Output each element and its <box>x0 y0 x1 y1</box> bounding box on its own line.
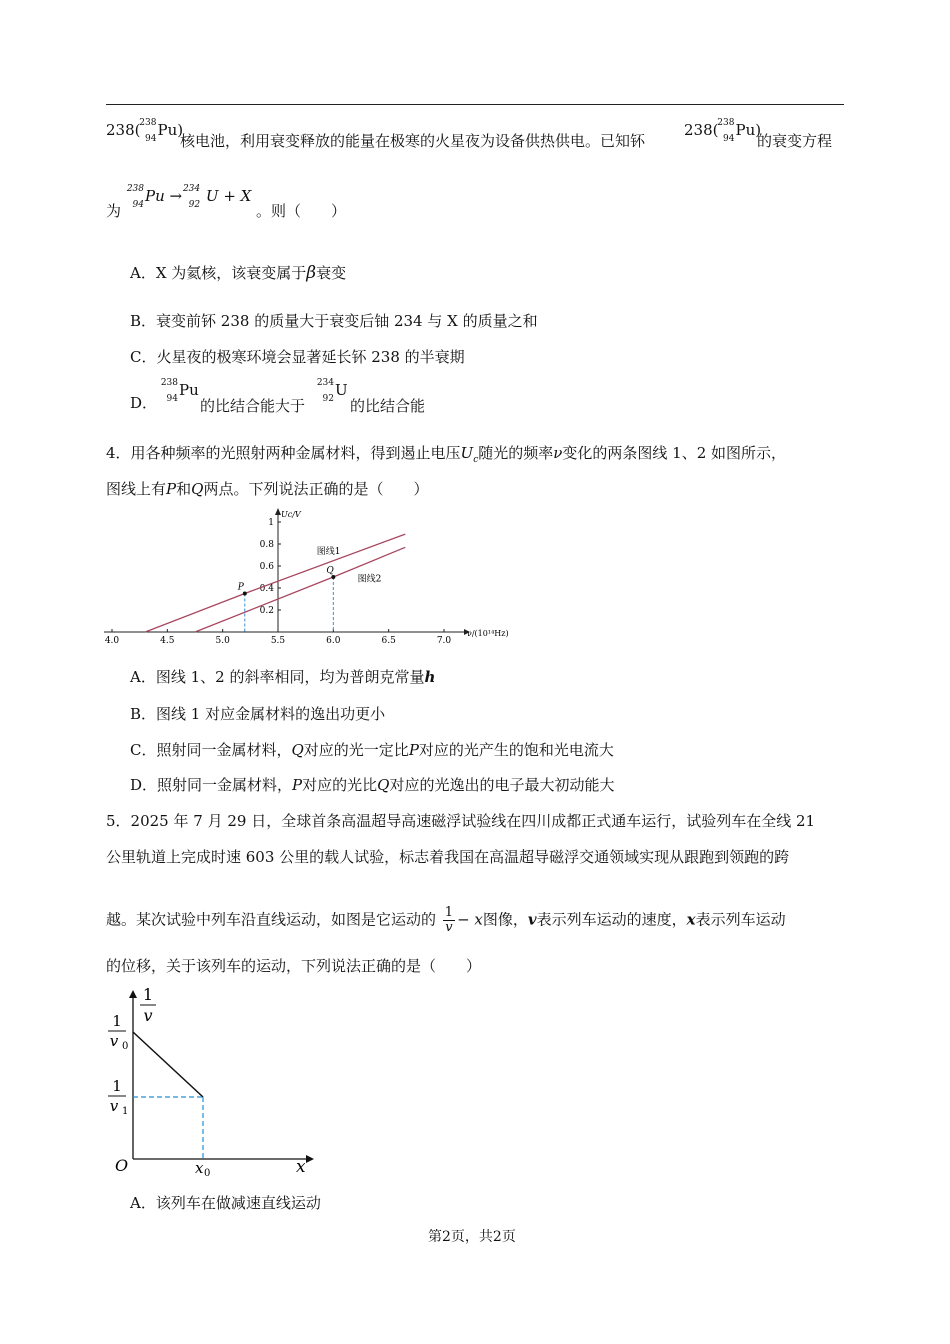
q4-option-b: B．图线 1 对应金属材料的逸出功更小 <box>130 705 386 723</box>
y-mark-sub-1: 1 <box>122 1106 129 1117</box>
page-footer: 第2页，共2页 <box>428 1229 516 1245</box>
y-mark-den-1: v <box>109 1097 119 1115</box>
q3-option-d-iso2: 234 92 U <box>316 378 348 404</box>
x-tick-label: 6.5 <box>381 636 396 645</box>
x-tick-label: 5.5 <box>270 636 286 645</box>
q3-line1-iso: 238( 238 94 Pu) <box>684 118 762 144</box>
x-tick-label: 5.0 <box>215 636 230 645</box>
q5-stem-line1: 5．2025 年 7 月 29 日，全球首条高温超导高速磁浮试验线在四川成都正式通车运行，试验列车在全线 21 <box>106 812 816 830</box>
q3-equation: 238 94 Pu → 234 92 U + X <box>126 184 252 210</box>
q3-option-d-iso1: 238 94 Pu <box>160 378 199 404</box>
q3-option-d-mid: 的比结合能大于 <box>200 397 306 415</box>
y-tick-label: 1 <box>268 518 274 528</box>
y-tick-label: 0.4 <box>259 584 274 594</box>
q3-eq-prefix: 为 <box>106 202 122 220</box>
x-mark-label: x <box>195 1159 204 1177</box>
y-tick-label: 0.8 <box>259 540 274 550</box>
q3-line1-text: 核电池，利用衰变释放的能量在极寒的火星夜为设备供热供电。已知钚 <box>180 132 646 150</box>
y-axis-label: Uc/V <box>281 510 301 519</box>
q4-stem-line1: 4．用各种频率的光照射两种金属材料，得到遏止电压$U_c$随光的频率ν变化的两条图线 1、2 如图所示， <box>106 444 787 465</box>
q5-stem-line3: 越。某次试验中列车沿直线运动，如图是它运动的 $\frac{1}{v}$ − x图像，v表示列车运动的速度，x表示列车运动 <box>106 905 786 935</box>
series-label-1: 图线1 <box>316 546 341 557</box>
q3-option-d-label: D． <box>130 394 158 412</box>
q3-option-d-tail: 的比结合能 <box>350 397 426 415</box>
q5-stem-line4: 的位移，关于该列车的运动，下列说法正确的是（ ） <box>106 957 482 975</box>
q3-line1-tail: 的衰变方程 <box>757 132 833 150</box>
x-axis-label: x <box>296 1157 306 1177</box>
y-label-den: v <box>143 1006 153 1025</box>
q3-pu-z: 94 <box>145 134 157 144</box>
q3-line1 <box>106 118 183 144</box>
y-axis-arrow <box>129 990 137 998</box>
y-mark-num-1: 1 <box>112 1077 122 1095</box>
x-tick-label: 4.0 <box>104 636 120 645</box>
series-line-2 <box>195 547 405 632</box>
graph-line <box>133 1032 203 1097</box>
q5-stem-line2: 公里轨道上完成时速 603 公里的载人试验，标志着我国在高温超导磁浮交通领域实现从跟跑到领跑的跨 <box>106 848 790 866</box>
point-label-Q: Q <box>326 566 334 576</box>
y-mark-den-0: v <box>109 1032 119 1050</box>
q3-option-c: C．火星夜的极寒环境会显著延长钚 238 的半衰期 <box>130 348 465 366</box>
y-label-num: 1 <box>142 985 154 1004</box>
x-tick-label: 6.0 <box>326 636 341 645</box>
series-label-2: 图线2 <box>357 574 382 585</box>
point-label-P: P <box>237 582 244 593</box>
header-rule <box>106 104 844 105</box>
x-axis-label: ν/(10¹⁴Hz) <box>467 629 509 638</box>
q3-pu-mass: 238 <box>139 118 157 128</box>
origin-label: O <box>115 1156 129 1175</box>
q4-option-a: A．图线 1、2 的斜率相同，均为普朗克常量h <box>130 668 436 686</box>
q5-chart <box>100 980 330 1180</box>
q3-line1-lead: 238( <box>106 121 141 139</box>
y-tick-label: 0.2 <box>259 606 274 616</box>
x-axis-arrow <box>306 1155 314 1163</box>
y-mark-num-0: 1 <box>112 1012 122 1030</box>
x-tick-label: 4.5 <box>160 636 175 645</box>
q4-option-c: C．照射同一金属材料，Q对应的光一定比P对应的光产生的饱和光电流大 <box>130 741 614 759</box>
y-tick-label: 0.6 <box>259 562 274 572</box>
q4-chart <box>100 505 520 645</box>
q3-option-a: A．X 为氦核，该衰变属于β衰变 <box>130 263 347 283</box>
q3-option-b: B．衰变前钚 238 的质量大于衰变后铀 234 与 X 的质量之和 <box>130 312 538 330</box>
q4-option-d: D．照射同一金属材料，P对应的光比Q对应的光逸出的电子最大初动能大 <box>130 776 615 794</box>
q3-eq-suffix: 。则（ ） <box>256 202 347 220</box>
q4-stem-line2: 图线上有P和Q两点。下列说法正确的是（ ） <box>106 480 429 498</box>
q5-option-a: A．该列车在做减速直线运动 <box>130 1194 321 1212</box>
y-mark-sub-0: 0 <box>122 1041 129 1052</box>
q3-pu-sym: Pu) <box>157 121 184 139</box>
x-tick-label: 7.0 <box>436 636 452 645</box>
x-mark-sub: 0 <box>204 1168 211 1179</box>
